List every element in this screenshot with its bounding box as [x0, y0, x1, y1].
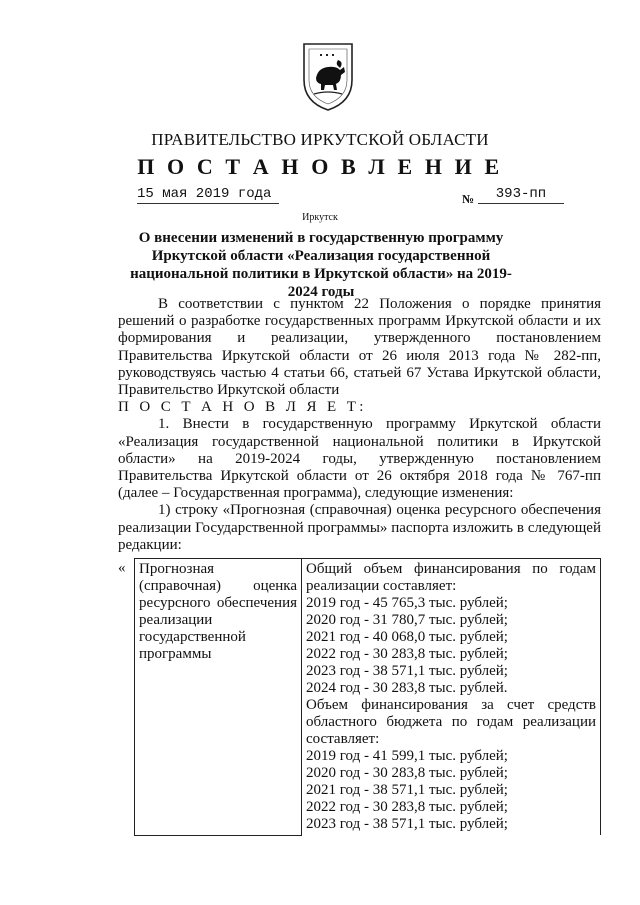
regional-funding-line: 2021 год - 38 571,1 тыс. рублей;	[306, 782, 508, 798]
regional-funding-line: 2022 год - 30 283,8 тыс. рублей;	[306, 799, 508, 815]
total-funding-intro: Общий объем финансирования по годам реализации составляет:	[306, 561, 596, 594]
item-1-paragraph: 1. Внести в государственную программу Иркутской области «Реализация государственной национальной политики в Иркутской области» на 2019-2024 годы, утвержденную постановлением Правительства Иркутской области от 26 октября 2018 года № 767-пп (далее – Государственная программа), следующие изменения:	[118, 416, 601, 502]
resolves-heading: П О С Т А Н О В Л Я Е Т:	[118, 399, 367, 416]
decree-title: О внесении изменений в государственную программу Иркутской области «Реализация государственной национальной политики в Иркутской области» на 2019-2024 годы	[130, 230, 512, 300]
preamble-paragraph: В соответствии с пунктом 22 Положения о порядке принятия решений о разработке государственных программ Иркутской области и их формирования и реализации, утвержденного постановлением Правительства Иркутской области от 26 июля 2013 года № 282-пп, руководствуясь частью 4 статьи 66, статьей 67 Устава Иркутской области, Правительство Иркутской области	[118, 296, 601, 399]
document-type-heading: П О С Т А Н О В Л Е Н И Е	[137, 154, 503, 179]
regional-funding-line: 2020 год - 30 283,8 тыс. рублей;	[306, 765, 508, 781]
funding-line: 2023 год - 38 571,1 тыс. рублей;	[306, 663, 508, 679]
decree-body	[118, 296, 601, 554]
number-sign: №	[462, 192, 475, 206]
city-name: Иркутск	[302, 212, 338, 223]
row-label: Прогнозная (справочная) оценка ресурсного обеспечения реализации государственной программы	[139, 561, 297, 662]
decree-number: 393-пп	[478, 186, 564, 204]
decree-date: 15 мая 2019 года	[137, 186, 279, 204]
coat-of-arms-emblem	[300, 40, 356, 112]
opening-quote: «	[118, 560, 126, 576]
funding-line: 2024 год - 30 283,8 тыс. рублей.	[306, 680, 508, 696]
row-label-cell	[135, 559, 302, 836]
funding-line: 2019 год - 45 765,3 тыс. рублей;	[306, 595, 508, 611]
passport-table	[134, 558, 601, 836]
regional-funding-intro: Объем финансирования за счет средств областного бюджета по годам реализации составляет:	[306, 697, 596, 747]
funding-line: 2021 год - 40 068,0 тыс. рублей;	[306, 629, 508, 645]
funding-line: 2022 год - 30 283,8 тыс. рублей;	[306, 646, 508, 662]
table-row	[135, 559, 601, 836]
government-name: ПРАВИТЕЛЬСТВО ИРКУТСКОЙ ОБЛАСТИ	[151, 130, 489, 149]
funding-cell	[302, 559, 601, 836]
regional-funding-line: 2019 год - 41 599,1 тыс. рублей;	[306, 748, 508, 764]
regional-funding-line: 2023 год - 38 571,1 тыс. рублей;	[306, 816, 508, 832]
funding-line: 2020 год - 31 780,7 тыс. рублей;	[306, 612, 508, 628]
item-1-1-paragraph: 1) строку «Прогнозная (справочная) оценка ресурсного обеспечения реализации Государственной программы» паспорта изложить в следующей редакции:	[118, 502, 601, 553]
